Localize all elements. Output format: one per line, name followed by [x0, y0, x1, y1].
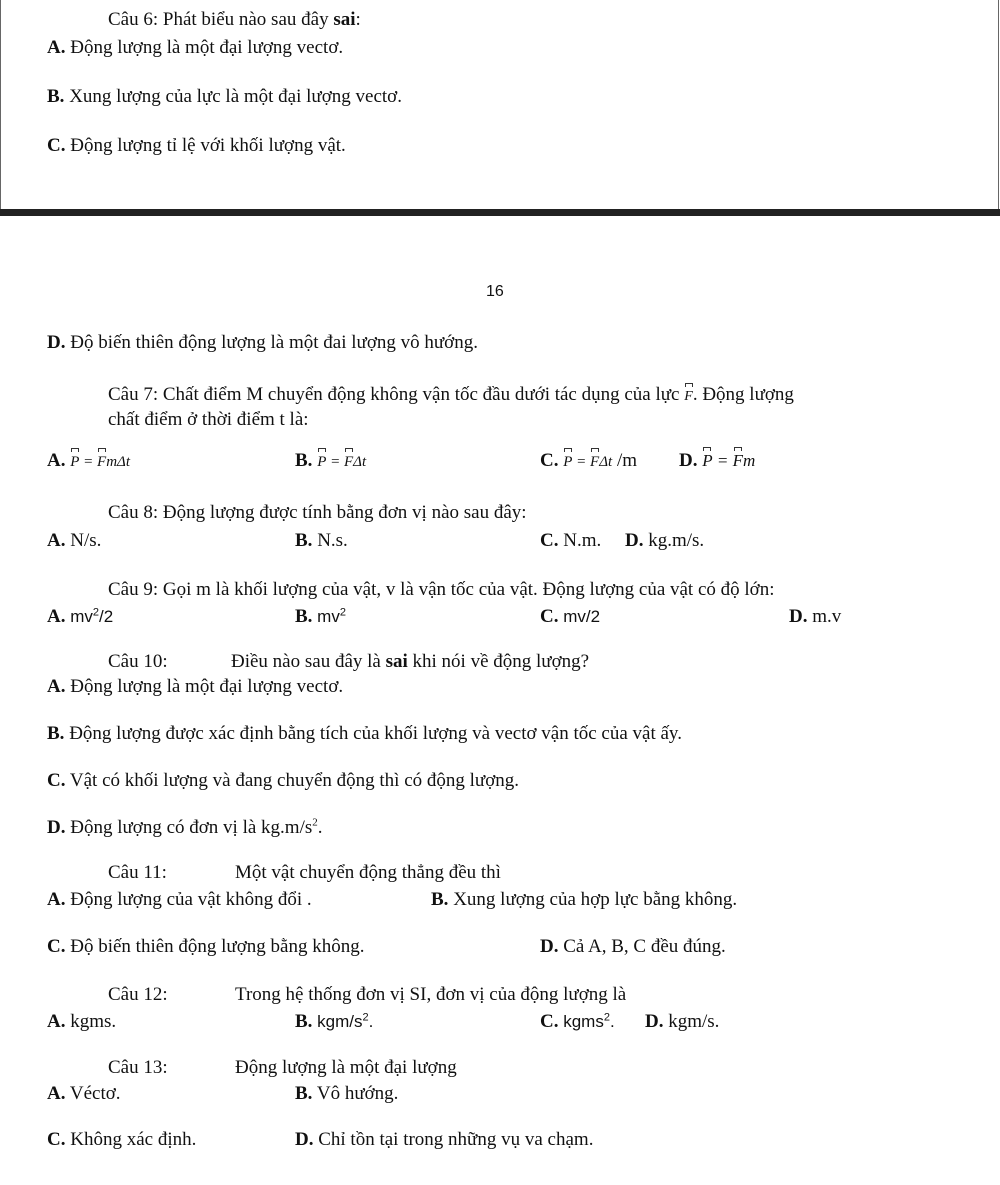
q13-number: Câu 13:: [108, 1057, 168, 1078]
q13-option-b: B. Vô hướng.: [295, 1083, 399, 1104]
q8-option-c: C. N.m.: [540, 530, 602, 551]
q10-option-d: D. Động lượng có đơn vị là $kg.m/s^2$.: [47, 816, 323, 838]
q11-number: Câu 11:: [108, 862, 167, 883]
q6-option-b: B. Xung lượng của lực là một đại lượng vectơ.: [47, 86, 402, 107]
q13-title: Động lượng là một đại lượng: [235, 1057, 457, 1078]
q10-number: Câu 10:: [108, 651, 168, 672]
q6-option-a: A. Động lượng là một đại lượng vectơ.: [47, 37, 344, 58]
q13-option-c: C. Không xác định.: [47, 1129, 197, 1150]
q11-option-d: D. Cả A, B, C đều đúng.: [540, 936, 726, 957]
q8-option-a: A. N/s.: [47, 530, 102, 551]
q7-title-line1: Câu 7: Chất điểm M chuyển động không vận tốc đầu dưới tác dụng của lực F. Động lượng: [108, 384, 794, 408]
q6-title: Câu 6: Phát biểu nào sau đây sai:: [108, 9, 361, 30]
q8-option-b: B. N.s.: [295, 530, 348, 551]
page-separator: [0, 209, 1000, 216]
q12-option-d: D. kgm/s.: [645, 1011, 720, 1032]
force-vector: F: [684, 386, 693, 408]
q7-option-b: B. P = FΔt: [295, 450, 367, 471]
q12-title: Trong hệ thống đơn vị SI, đơn vị của động lượng là: [235, 984, 627, 1005]
q7-option-a: A. P = FmΔt: [47, 450, 131, 471]
page-border-left: [0, 0, 1, 212]
page-number: 16: [486, 283, 504, 300]
q8-option-d: D. kg.m/s.: [625, 530, 705, 551]
q6-option-c: C. Động lượng tỉ lệ với khối lượng vật.: [47, 135, 346, 156]
q13-option-d: D. Chỉ tồn tại trong những vụ va chạm.: [295, 1129, 594, 1150]
q11-title: Một vật chuyển động thẳng đều thì: [235, 862, 501, 883]
q7-option-d: D. P = Fm: [679, 450, 756, 471]
page-border-right: [998, 0, 999, 212]
q12-number: Câu 12:: [108, 984, 168, 1005]
q9-title: Câu 9: Gọi m là khối lượng của vật, v là vận tốc của vật. Động lượng của vật có độ lớn:: [108, 579, 775, 600]
q12-option-c: C. kgms$^2$.: [540, 1011, 615, 1032]
q6-option-d: D. Độ biến thiên động lượng là một đai lượng vô hướng.: [47, 332, 478, 353]
q12-option-b: B. kgm/$s^2$.: [295, 1011, 374, 1032]
q11-option-a: A. Động lượng của vật không đổi .: [47, 889, 312, 910]
q10-option-b: B. Động lượng được xác định bằng tích của khối lượng và vectơ vận tốc của vật ấy.: [47, 723, 682, 744]
q10-option-c: C. Vật có khối lượng và đang chuyển động thì có động lượng.: [47, 770, 520, 791]
q11-option-c: C. Độ biến thiên động lượng bằng không.: [47, 936, 365, 957]
q8-title: Câu 8: Động lượng được tính bằng đơn vị nào sau đây:: [108, 502, 527, 523]
q7-option-c: C. P = FΔt /m: [540, 450, 637, 471]
q9-option-b: B. $mv^2$: [295, 606, 346, 627]
q12-option-a: A. kgms.: [47, 1011, 117, 1032]
q10-title: Điều nào sau đây là sai khi nói về động lượng?: [231, 651, 590, 672]
q9-option-a: A. $mv^2/2$: [47, 606, 114, 627]
q13-option-a: A. Véctơ.: [47, 1083, 121, 1104]
q7-title-line2: chất điểm ở thời điểm t là:: [108, 409, 309, 430]
q11-option-b: B. Xung lượng của hợp lực bằng không.: [431, 889, 738, 910]
q9-option-d: D. m.v: [789, 606, 842, 627]
q9-option-c: C. mv/2: [540, 606, 601, 627]
q10-option-a: A. Động lượng là một đại lượng vectơ.: [47, 676, 344, 697]
